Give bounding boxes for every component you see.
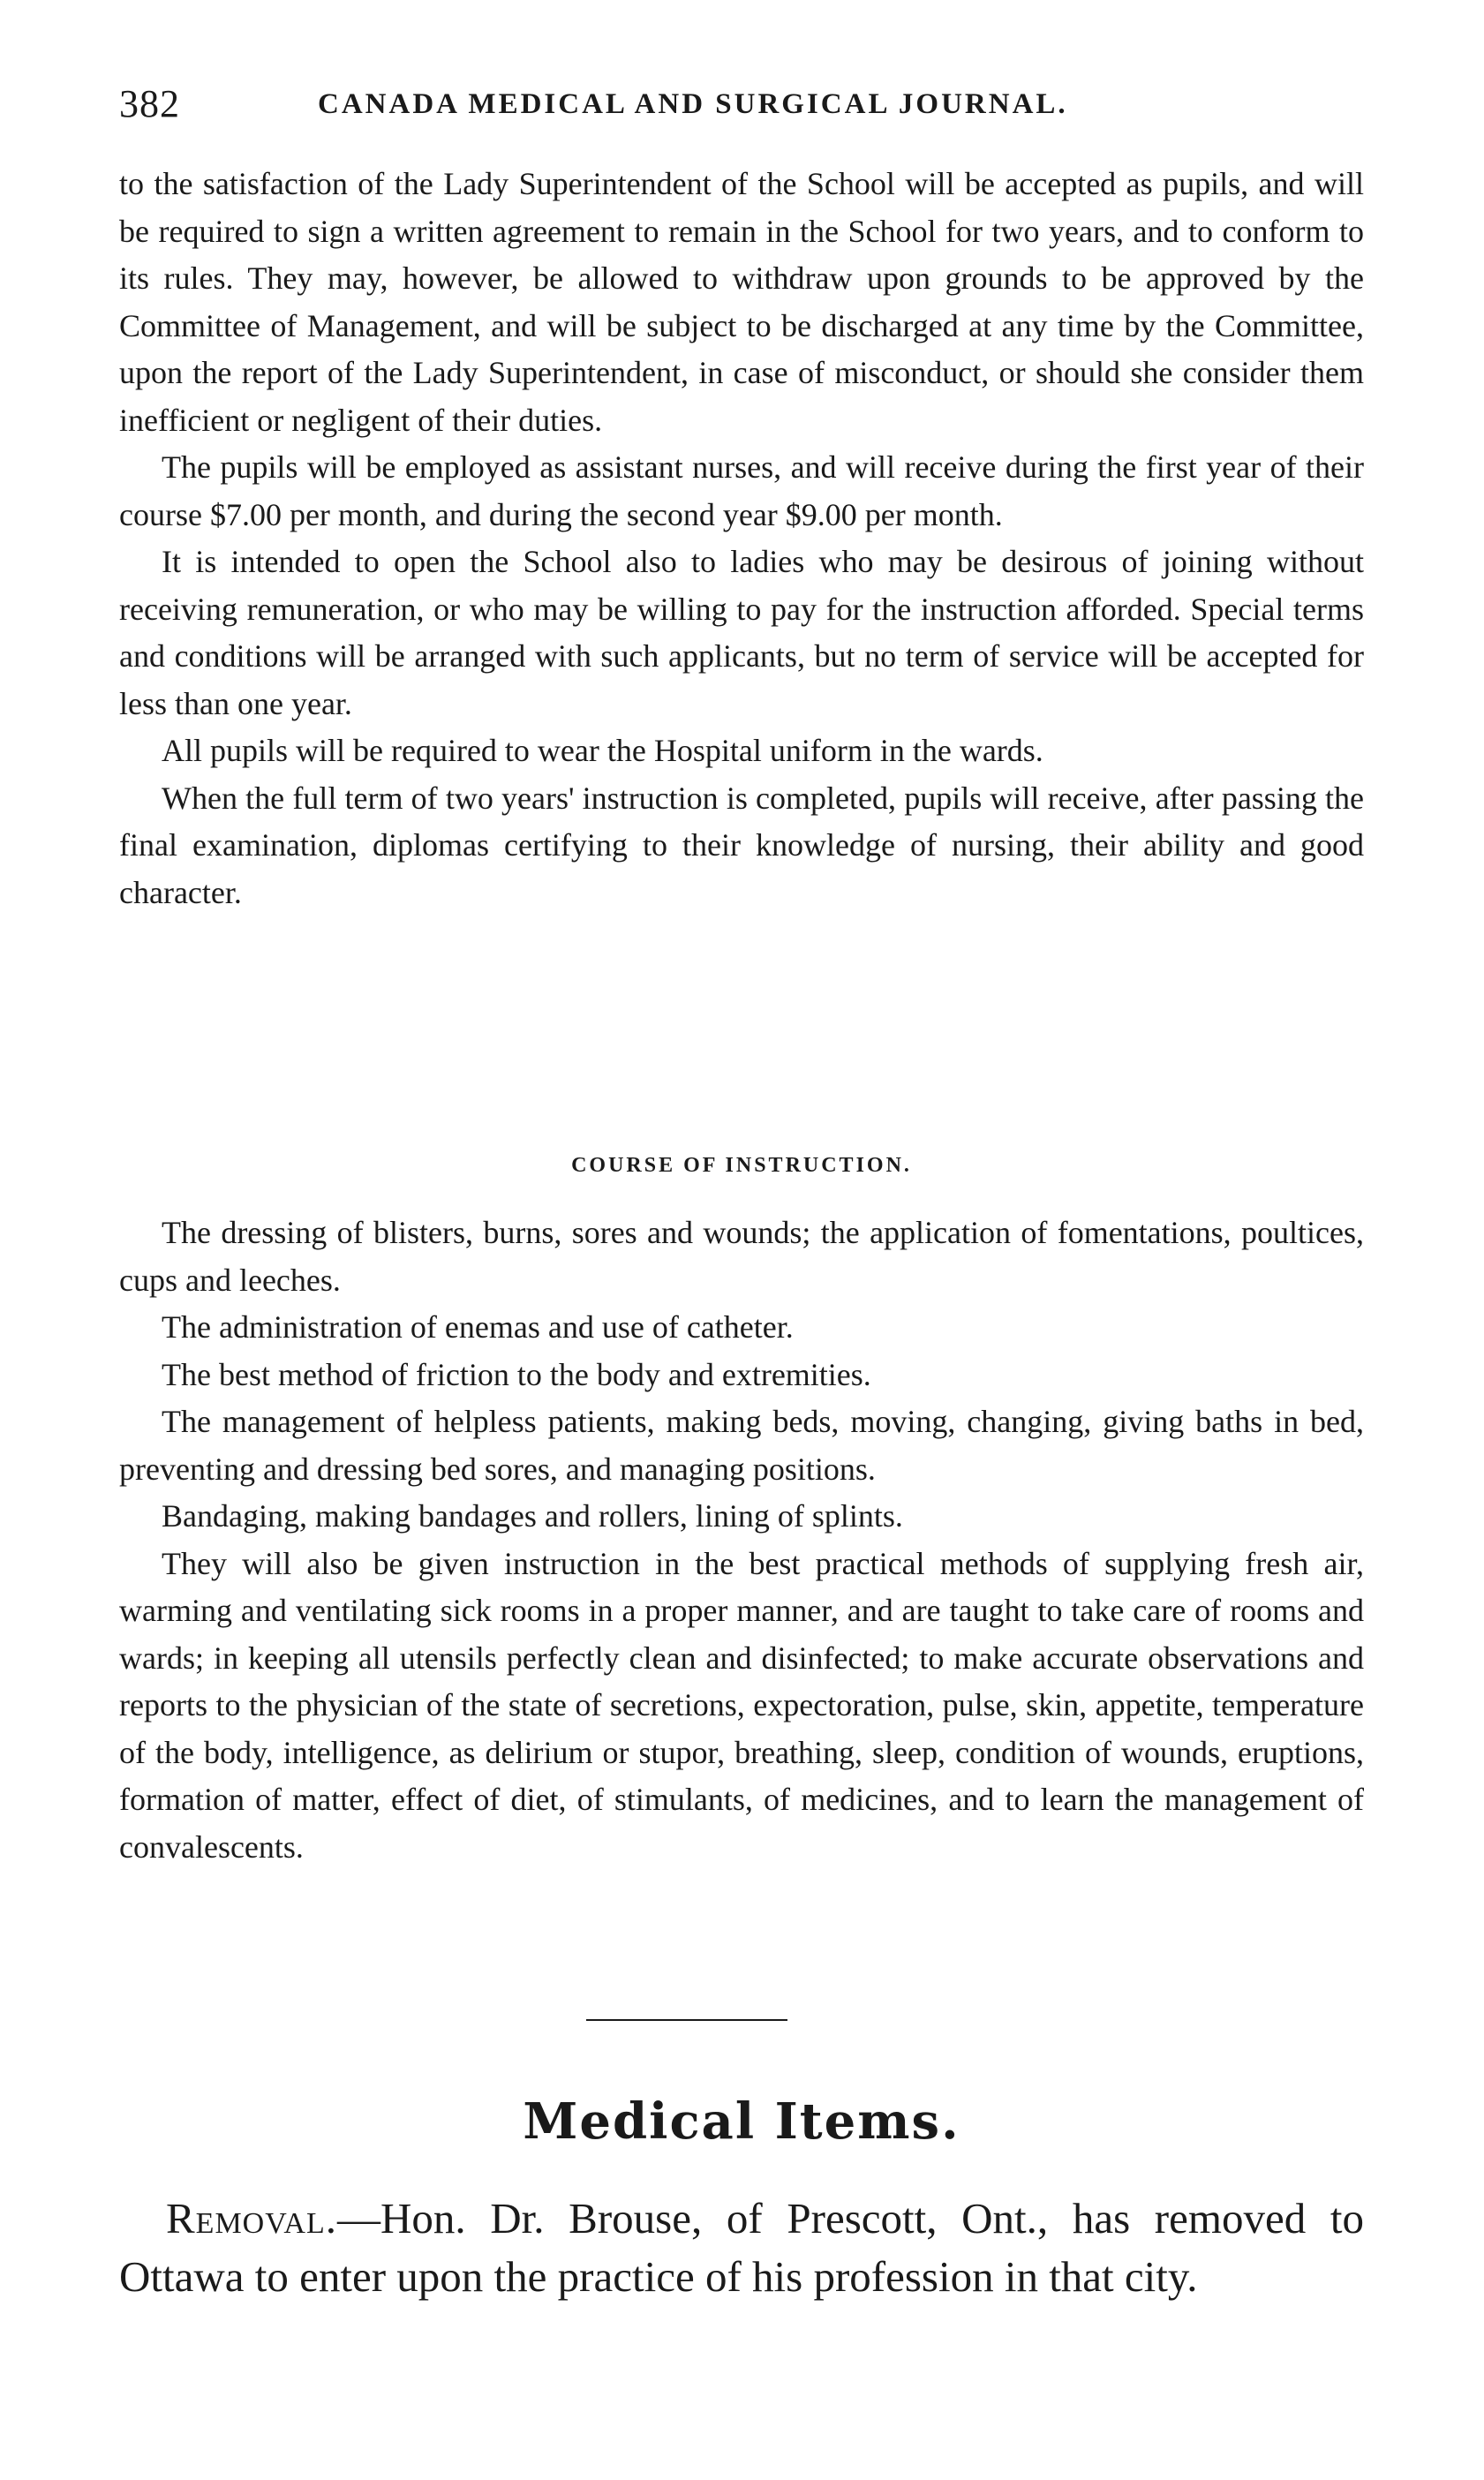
nursing-school-text (119, 161, 1364, 916)
course-text (119, 1210, 1364, 1871)
course-heading: COURSE OF INSTRUCTION. (571, 1154, 912, 1177)
news-lead: Removal. (166, 2194, 337, 2243)
medical-items-heading: Medical Items. (523, 2092, 960, 2151)
paragraph-uniform: All pupils will be required to wear the Hospital uniform in the wards. (162, 733, 1043, 768)
running-head (119, 81, 1373, 134)
paragraph-diplomas: When the full term of two years' instruction is completed, pupils will receive, after passing the final examination, diplomas certifying to their knowledge of nursing, their ability and good character. (119, 780, 1364, 910)
page-number: 382 (119, 82, 180, 125)
course-item: The dressing of blisters, burns, sores and wounds; the application of fomentations, poultices, cups and leeches. (119, 1215, 1364, 1298)
section-divider (586, 2019, 787, 2021)
paragraph-admission: to the satisfaction of the Lady Superintendent of the School will be accepted as pupils, and will be required to sign a written agreement to remain in the School for two years, and to conform to its rules. They may, however, be allowed to withdraw upon grounds to be approved by the Committee of Management, and will be subject to be discharged at any time by the Committee, upon the report of the Lady Superintendent, in case of misconduct, or should she consider them inefficient or negligent of their duties. (119, 166, 1364, 438)
course-item: Bandaging, making bandages and rollers, lining of splints. (162, 1498, 903, 1534)
news-item (119, 2190, 1364, 2306)
course-item: The best method of friction to the body and extremities. (162, 1356, 871, 1392)
course-item: The management of helpless patients, making beds, moving, changing, giving baths in bed, preventing and dressing bed sores, and managing positions. (119, 1404, 1364, 1487)
paragraph-volunteers: It is intended to open the School also to ladies who may be desirous of joining without receiving remuneration, or who may be willing to pay for the instruction afforded. Special terms and conditions will be arranged with such applicants, but no term of service will be accepted for less than one year. (119, 544, 1364, 721)
news-paragraph (119, 2190, 1364, 2306)
course-item: They will also be given instruction in the best practical methods of supplying fresh air, warming and ventilating sick rooms in a proper manner, and are taught to take care of rooms and wards; in keeping all utensils perfectly clean and disinfected; to make accurate observations and reports to the physician of the state of secretions, expectoration, pulse, skin, appetite, temperature of the body, intelligence, as delirium or stupor, breathing, sleep, condition of wounds, eruptions, formation of matter, effect of diet, of stimulants, of medicines, and to learn the management of convalescents. (119, 1545, 1364, 1865)
course-item: The administration of enemas and use of catheter. (162, 1309, 794, 1345)
journal-title: CANADA MEDICAL AND SURGICAL JOURNAL. (318, 88, 1068, 120)
paragraph-pay: The pupils will be employed as assistant nurses, and will receive during the first year of their course $7.00 per month, and during the second year $9.00 per month. (119, 449, 1364, 532)
news-text: —Hon. Dr. Brouse, of Prescott, Ont., has removed to Ottawa to enter upon the practice of his profession in that city. (119, 2194, 1364, 2301)
